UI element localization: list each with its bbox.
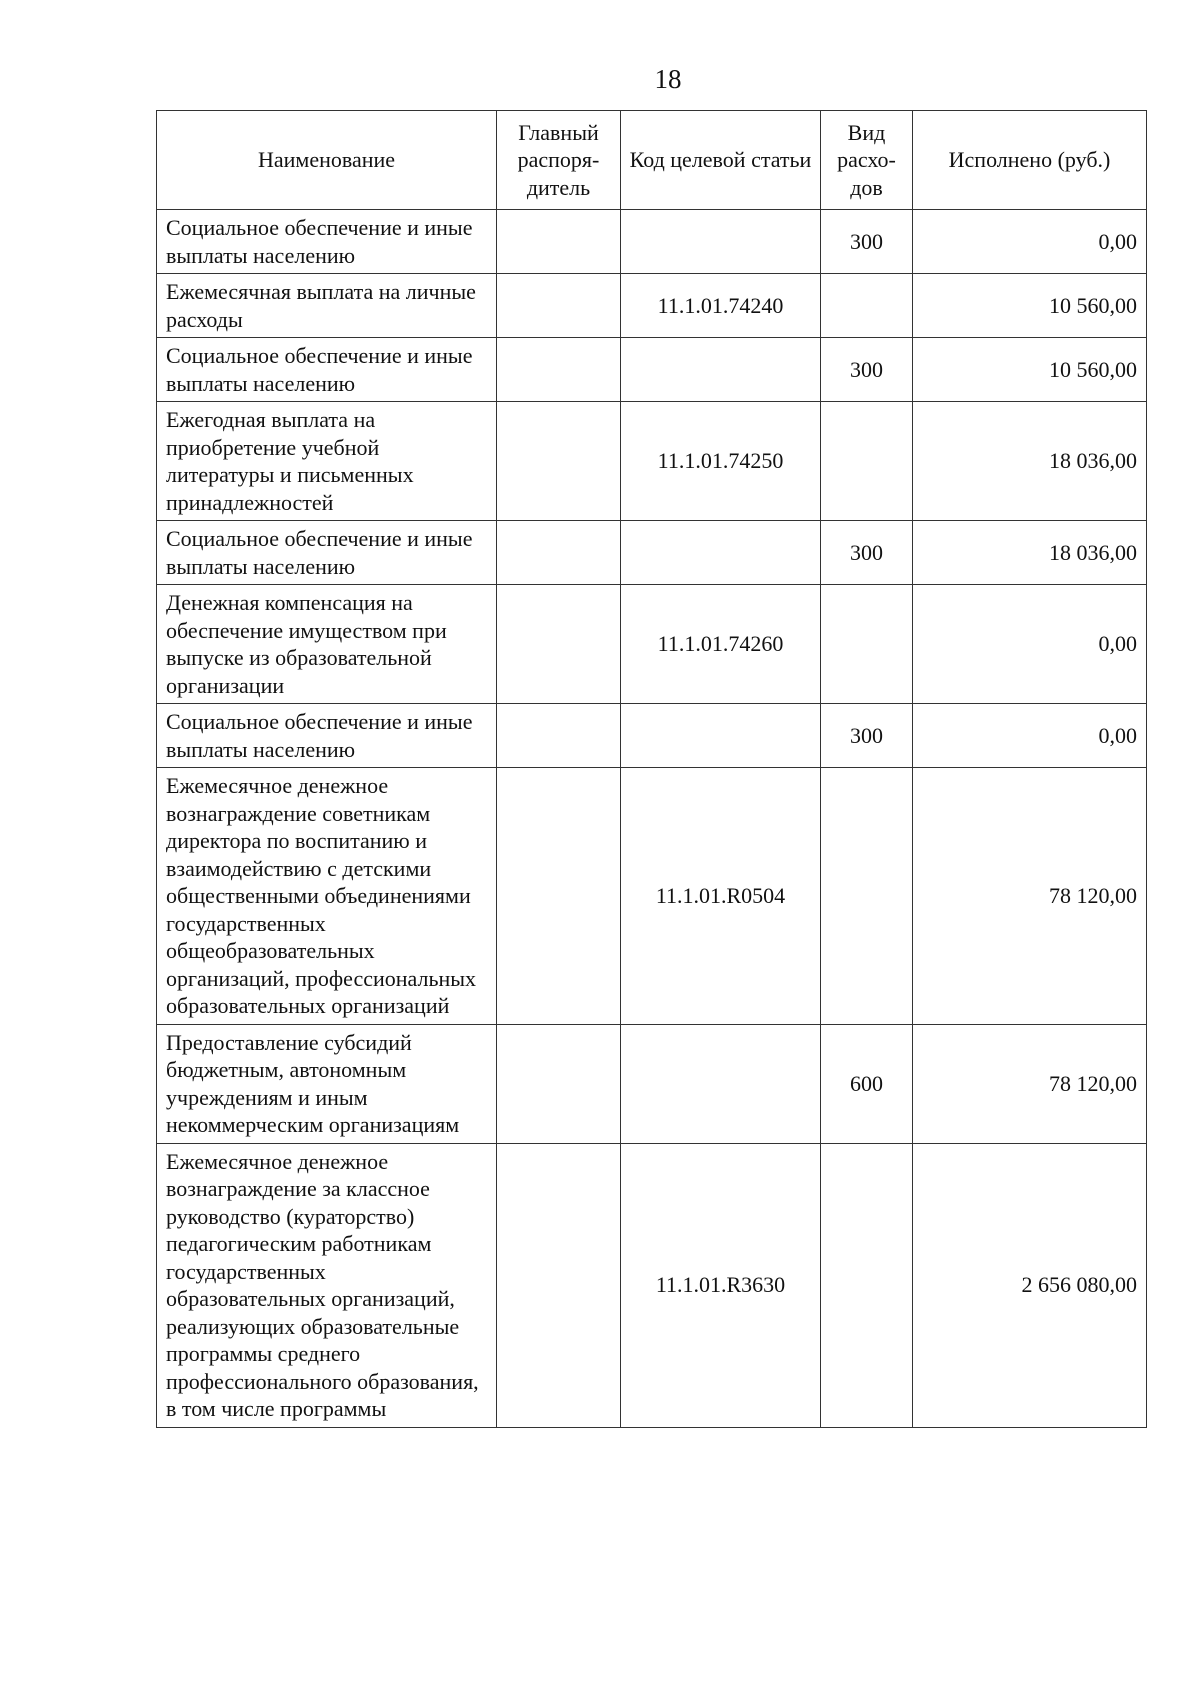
row-main xyxy=(497,1143,621,1427)
table-row xyxy=(157,274,1147,338)
row-sum: 78 120,00 xyxy=(913,1024,1147,1143)
row-sum: 0,00 xyxy=(913,585,1147,704)
row-sum: 0,00 xyxy=(913,210,1147,274)
row-sum: 18 036,00 xyxy=(913,521,1147,585)
row-sum: 2 656 080,00 xyxy=(913,1143,1147,1427)
row-code xyxy=(621,521,821,585)
budget-execution-table xyxy=(156,110,1147,1428)
row-type xyxy=(821,402,913,521)
header-main-manager-text: Главный распоря-дитель xyxy=(517,119,600,200)
page-number: 18 xyxy=(654,64,682,94)
row-code: 11.1.01.74250 xyxy=(621,402,821,521)
header-target-code: Код целевой статьи xyxy=(621,111,821,210)
row-name: Социальное обеспечение и иные выплаты населению xyxy=(157,704,497,768)
header-name: Наименование xyxy=(157,111,497,210)
row-type: 300 xyxy=(821,521,913,585)
table-row xyxy=(157,338,1147,402)
header-main-manager xyxy=(497,111,621,210)
row-sum: 10 560,00 xyxy=(913,274,1147,338)
header-executed: Исполнено (руб.) xyxy=(913,111,1147,210)
table-row xyxy=(157,210,1147,274)
row-name: Социальное обеспечение и иные выплаты населению xyxy=(157,210,497,274)
row-main xyxy=(497,210,621,274)
row-type xyxy=(821,1143,913,1427)
row-name: Ежемесячное денежное вознаграждение советникам директора по воспитанию и взаимодействию с детскими общественными объединениями государственных общеобразовательных организаций, профессиональных образовательных организаций xyxy=(157,768,497,1025)
row-code: 11.1.01.R0504 xyxy=(621,768,821,1025)
row-name: Ежегодная выплата на приобретение учебной литературы и письменных принадлежностей xyxy=(157,402,497,521)
row-main xyxy=(497,274,621,338)
row-main xyxy=(497,402,621,521)
table-row xyxy=(157,704,1147,768)
row-type: 300 xyxy=(821,704,913,768)
row-main xyxy=(497,338,621,402)
table-row xyxy=(157,402,1147,521)
row-code: 11.1.01.R3630 xyxy=(621,1143,821,1427)
row-name: Ежемесячная выплата на личные расходы xyxy=(157,274,497,338)
row-code xyxy=(621,704,821,768)
table-row xyxy=(157,768,1147,1025)
row-main xyxy=(497,768,621,1025)
row-main xyxy=(497,704,621,768)
row-type: 300 xyxy=(821,210,913,274)
row-code: 11.1.01.74240 xyxy=(621,274,821,338)
row-name: Ежемесячное денежное вознаграждение за классное руководство (кураторство) педагогическим работникам государственных образовательных организаций, реализующих образовательные программы среднего профессионального образования, в том числе программы xyxy=(157,1143,497,1427)
table-row xyxy=(157,521,1147,585)
row-name: Социальное обеспечение и иные выплаты населению xyxy=(157,521,497,585)
row-name: Предоставление субсидий бюджетным, автономным учреждениям и иным некоммерческим организациям xyxy=(157,1024,497,1143)
header-expense-type: Вид расхо-дов xyxy=(821,111,913,210)
row-code xyxy=(621,1024,821,1143)
row-main xyxy=(497,1024,621,1143)
row-type xyxy=(821,768,913,1025)
row-code xyxy=(621,338,821,402)
row-main xyxy=(497,521,621,585)
table-row xyxy=(157,585,1147,704)
row-sum: 78 120,00 xyxy=(913,768,1147,1025)
row-main xyxy=(497,585,621,704)
row-name: Социальное обеспечение и иные выплаты населению xyxy=(157,338,497,402)
row-type xyxy=(821,274,913,338)
row-sum: 10 560,00 xyxy=(913,338,1147,402)
row-type xyxy=(821,585,913,704)
table-header-row xyxy=(157,111,1147,210)
table-row xyxy=(157,1143,1147,1427)
row-name: Денежная компенсация на обеспечение имуществом при выпуске из образовательной организации xyxy=(157,585,497,704)
row-type: 300 xyxy=(821,338,913,402)
row-sum: 18 036,00 xyxy=(913,402,1147,521)
row-sum: 0,00 xyxy=(913,704,1147,768)
row-code xyxy=(621,210,821,274)
table-row xyxy=(157,1024,1147,1143)
row-type: 600 xyxy=(821,1024,913,1143)
row-code: 11.1.01.74260 xyxy=(621,585,821,704)
